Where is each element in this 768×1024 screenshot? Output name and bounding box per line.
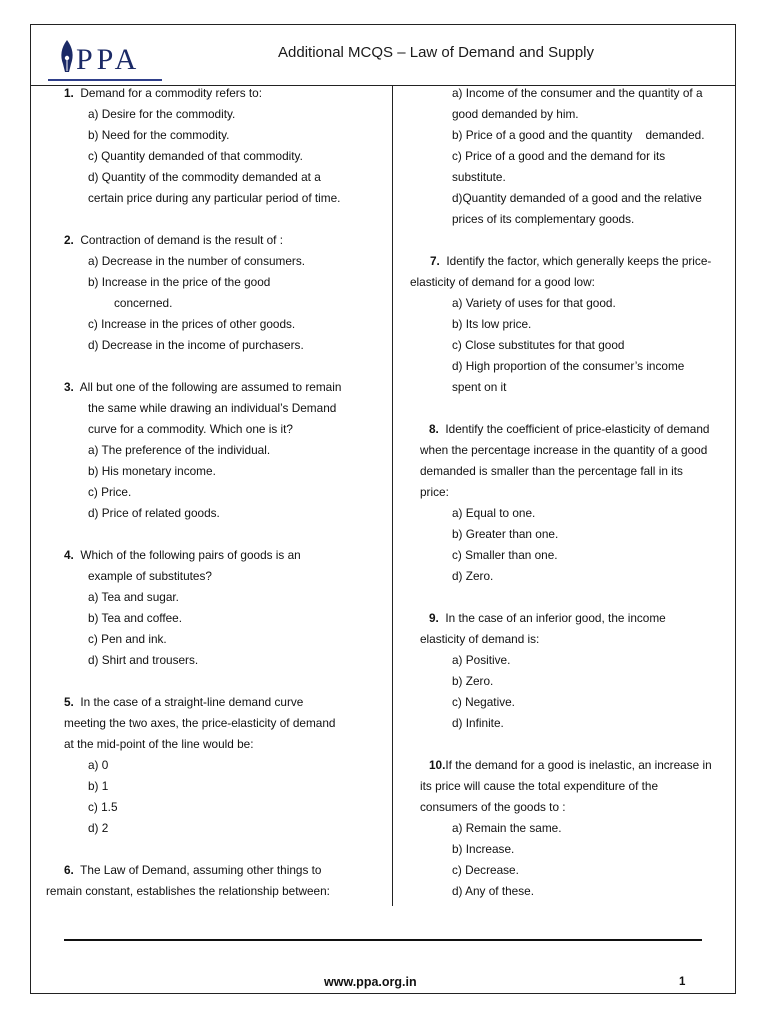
spacer [34, 209, 390, 230]
question-stem-line [400, 419, 736, 440]
question-stem-line [34, 692, 390, 713]
question-text-line [34, 734, 390, 755]
question-text-line [34, 818, 390, 839]
question-text-line [34, 146, 390, 167]
line-text: a) Remain the same. [452, 821, 562, 835]
line-text: d) Zero. [452, 569, 494, 583]
line-text: d) Decrease in the income of purchasers. [88, 338, 304, 352]
line-text: good demanded by him. [452, 107, 579, 121]
spacer [400, 734, 736, 755]
left-question-column [34, 83, 390, 902]
spacer [400, 398, 736, 419]
line-text: d) Infinite. [452, 716, 504, 730]
line-text: Which of the following pairs of goods is an [73, 548, 301, 562]
question-text-line [400, 104, 736, 125]
line-text: c) Negative. [452, 695, 515, 709]
question-number: 5. [64, 695, 74, 709]
question-stem-line [34, 545, 390, 566]
question-number: 2. [64, 233, 74, 247]
question-text-line [400, 629, 736, 650]
question-text-line [34, 461, 390, 482]
line-text: c) Price of a good and the demand for its [452, 149, 666, 163]
question-text-line [34, 104, 390, 125]
page-number: 1 [679, 976, 686, 988]
line-text: b) Need for the commodity. [88, 128, 230, 142]
question-text-line [34, 440, 390, 461]
question-text-line [400, 356, 736, 377]
line-text: Contraction of demand is the result of : [73, 233, 284, 247]
line-text: Identify the coefficient of price-elasticity of demand [438, 422, 710, 436]
line-text: In the case of a straight-line demand curve [73, 695, 304, 709]
line-text: b) Increase in the price of the good [88, 275, 271, 289]
spacer [34, 839, 390, 860]
question-text-line [34, 503, 390, 524]
line-text: Identify the factor, which generally keeps the price- [439, 254, 712, 268]
pen-nib-logo-icon [56, 38, 78, 82]
line-text: a) Income of the consumer and the quantity of a [452, 86, 703, 100]
question-text-line [400, 167, 736, 188]
line-text: b) Its low price. [452, 317, 532, 331]
question-text-line [400, 797, 736, 818]
question-text-line [400, 776, 736, 797]
question-text-line [34, 125, 390, 146]
line-text: The Law of Demand, assuming other things to [73, 863, 322, 877]
question-stem-line [34, 860, 390, 881]
line-text: b) Increase. [452, 842, 515, 856]
question-text-line [400, 461, 736, 482]
question-text-line [34, 608, 390, 629]
line-text: at the mid-point of the line would be: [64, 737, 254, 751]
line-text: the same while drawing an individual’s Demand [88, 401, 337, 415]
question-text-line [34, 335, 390, 356]
question-text-line [400, 440, 736, 461]
question-text-line [400, 83, 736, 104]
question-text-line [34, 167, 390, 188]
line-text: b) His monetary income. [88, 464, 216, 478]
question-number: 9. [429, 611, 439, 625]
question-text-line [400, 188, 736, 209]
line-text: c) Decrease. [452, 863, 519, 877]
line-text: In the case of an inferior good, the income [438, 611, 666, 625]
line-text: Demand for a commodity refers to: [73, 86, 263, 100]
line-text: d) Shirt and trousers. [88, 653, 199, 667]
line-text: c) Close substitutes for that good [452, 338, 625, 352]
line-text: elasticity of demand is: [420, 632, 540, 646]
question-stem-line [400, 755, 736, 776]
line-text: spent on it [452, 380, 507, 394]
question-text-line [400, 482, 736, 503]
spacer [400, 230, 736, 251]
footer-rule [64, 939, 702, 941]
question-text-line [34, 251, 390, 272]
question-text-line [34, 797, 390, 818]
document-title: Additional MCQS – Law of Demand and Supply [278, 44, 595, 61]
question-text-line [400, 818, 736, 839]
question-stem-line [400, 251, 736, 272]
question-number: 10. [429, 758, 446, 772]
question-stem-line [34, 230, 390, 251]
line-text: a) Decrease in the number of consumers. [88, 254, 306, 268]
question-text-line [400, 125, 736, 146]
line-text: demanded is smaller than the percentage fall in its [420, 464, 683, 478]
footer-url-link[interactable]: www.ppa.org.in [324, 975, 417, 989]
question-number: 6. [64, 863, 74, 877]
line-text: c) Pen and ink. [88, 632, 167, 646]
question-text-line [34, 776, 390, 797]
line-text: d) 2 [88, 821, 109, 835]
line-text: price: [420, 485, 449, 499]
line-text: If the demand for a good is inelastic, an increase in [445, 758, 712, 772]
line-text: c) Quantity demanded of that commodity. [88, 149, 303, 163]
line-text: curve for a commodity. Which one is it? [88, 422, 293, 436]
spacer [34, 671, 390, 692]
question-text-line [34, 419, 390, 440]
question-text-line [34, 650, 390, 671]
question-text-line [34, 188, 390, 209]
spacer [34, 356, 390, 377]
line-text: d) Any of these. [452, 884, 534, 898]
question-text-line [34, 587, 390, 608]
line-text: meeting the two axes, the price-elasticity of demand [64, 716, 336, 730]
line-text: All but one of the following are assumed to remain [73, 380, 342, 394]
question-text-line [400, 839, 736, 860]
line-text: b) 1 [88, 779, 109, 793]
question-stem-line [400, 608, 736, 629]
question-text-line [400, 650, 736, 671]
line-text: a) Variety of uses for that good. [452, 296, 616, 310]
line-text: b) Price of a good and the quantity demanded. [452, 128, 705, 142]
question-text-line [400, 713, 736, 734]
line-text: elasticity of demand for a good low: [410, 275, 595, 289]
line-text: a) Tea and sugar. [88, 590, 179, 604]
question-text-line [400, 692, 736, 713]
logo-text: PPA [76, 43, 141, 76]
column-divider [392, 86, 393, 906]
question-text-line [400, 146, 736, 167]
question-text-line [400, 272, 736, 293]
line-text: concerned. [114, 296, 173, 310]
line-text: example of substitutes? [88, 569, 212, 583]
question-number: 4. [64, 548, 74, 562]
line-text: a) The preference of the individual. [88, 443, 271, 457]
line-text: a) Positive. [452, 653, 511, 667]
question-text-line [34, 755, 390, 776]
line-text: d)Quantity demanded of a good and the relative [452, 191, 702, 205]
question-text-line [34, 629, 390, 650]
question-text-line [400, 881, 736, 902]
line-text: b) Greater than one. [452, 527, 559, 541]
question-stem-line [34, 377, 390, 398]
line-text: d) Quantity of the commodity demanded at a [88, 170, 321, 184]
question-text-line [400, 377, 736, 398]
line-text: d) High proportion of the consumer’s income [452, 359, 685, 373]
question-text-line [34, 566, 390, 587]
line-text: c) Increase in the prices of other goods. [88, 317, 296, 331]
question-text-line [400, 524, 736, 545]
question-text-line [34, 482, 390, 503]
question-text-line [34, 713, 390, 734]
line-text: consumers of the goods to : [420, 800, 566, 814]
line-text: d) Price of related goods. [88, 506, 220, 520]
question-text-line [34, 314, 390, 335]
line-text: certain price during any particular period of time. [88, 191, 341, 205]
question-stem-line [34, 83, 390, 104]
line-text: substitute. [452, 170, 506, 184]
line-text: c) Price. [88, 485, 132, 499]
line-text: b) Zero. [452, 674, 494, 688]
question-number: 1. [64, 86, 74, 100]
line-text: a) Equal to one. [452, 506, 536, 520]
line-text: c) Smaller than one. [452, 548, 558, 562]
spacer [34, 524, 390, 545]
question-text-line [34, 293, 390, 314]
question-text-line [34, 272, 390, 293]
right-question-column [400, 83, 736, 902]
line-text: b) Tea and coffee. [88, 611, 183, 625]
question-text-line [400, 314, 736, 335]
logo-underline [48, 79, 162, 81]
question-text-line [400, 671, 736, 692]
question-text-line [400, 335, 736, 356]
question-text-line [400, 566, 736, 587]
question-number: 3. [64, 380, 74, 394]
line-text: a) 0 [88, 758, 109, 772]
line-text: c) 1.5 [88, 800, 118, 814]
question-number: 8. [429, 422, 439, 436]
question-text-line [400, 860, 736, 881]
question-text-line [400, 503, 736, 524]
line-text: prices of its complementary goods. [452, 212, 635, 226]
line-text: remain constant, establishes the relationship between: [46, 884, 330, 898]
line-text: its price will cause the total expenditure of the [420, 779, 659, 793]
question-number: 7. [430, 254, 440, 268]
question-text-line [400, 293, 736, 314]
question-text-line [34, 881, 390, 902]
question-text-line [400, 545, 736, 566]
question-text-line [400, 209, 736, 230]
line-text: a) Desire for the commodity. [88, 107, 236, 121]
spacer [400, 587, 736, 608]
line-text: when the percentage increase in the quantity of a good [420, 443, 708, 457]
question-text-line [34, 398, 390, 419]
